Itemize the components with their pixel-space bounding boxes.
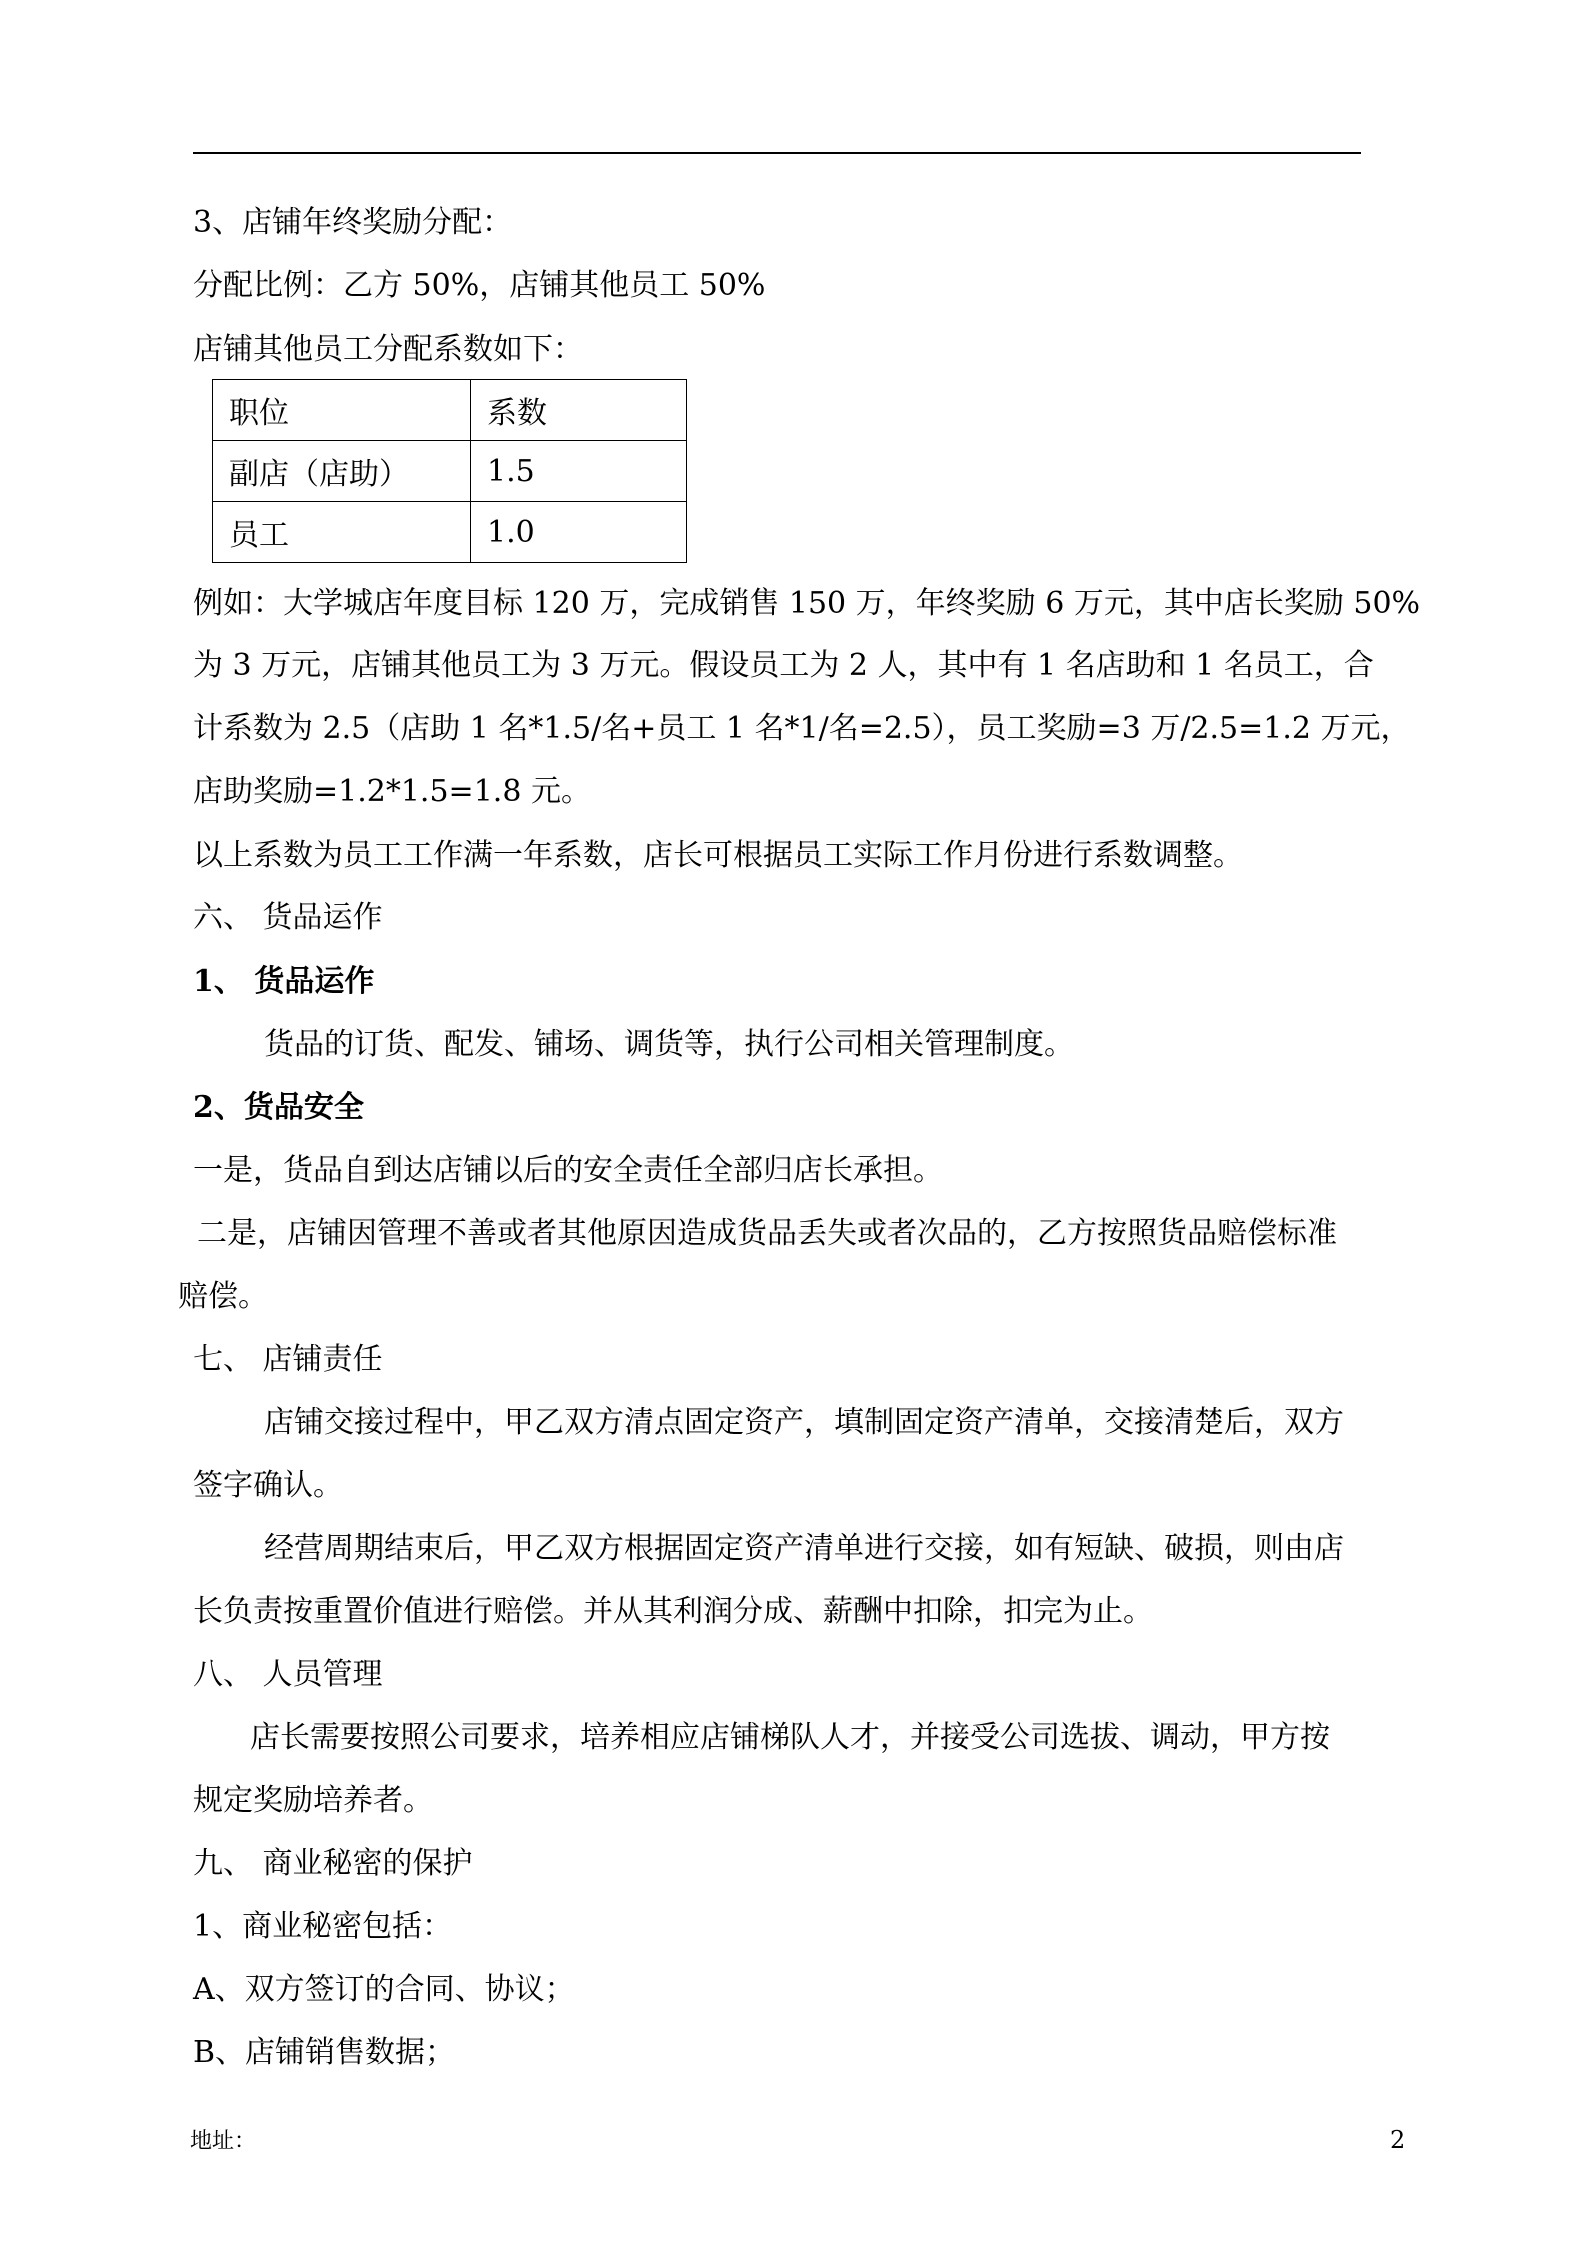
period-end-paragraph: 长负责按重置价值进行赔偿。并从其利润分成、薪酬中扣除，扣完为止。 [193, 1594, 1153, 1629]
example-paragraph-line: 例如：大学城店年度目标 120 万，完成销售 150 万，年终奖励 6 万元，其中店长奖励 50% [193, 586, 1421, 621]
period-end-paragraph: 经营周期结束后，甲乙双方根据固定资产清单进行交接，如有短缺、破损，则由店 [264, 1531, 1344, 1566]
subheading-goods-operation: 1、 货品运作 [193, 964, 375, 999]
trade-secret-item: A、双方签订的合同、协议； [193, 1972, 575, 2007]
table-row [213, 441, 687, 502]
table-row [213, 502, 687, 563]
subheading-goods-safety: 2、货品安全 [193, 1090, 364, 1125]
goods-safety-item-one: 一是，货品自到达店铺以后的安全责任全部归店长承担。 [193, 1153, 943, 1188]
goods-operation-paragraph: 货品的订货、配发、铺场、调货等，执行公司相关管理制度。 [264, 1027, 1074, 1062]
section-heading-year-end-bonus: 3、店铺年终奖励分配： [193, 205, 513, 240]
table-header-row [213, 380, 687, 441]
coefficient-note: 以上系数为员工工作满一年系数，店长可根据员工实际工作月份进行系数调整。 [193, 838, 1243, 873]
table-cell: 1.0 [471, 502, 687, 563]
coefficient-intro: 店铺其他员工分配系数如下： [193, 332, 583, 367]
coefficient-table [212, 379, 687, 563]
page-number: 2 [1390, 2126, 1406, 2154]
table-header-cell: 系数 [471, 380, 687, 441]
example-paragraph-line: 店助奖励=1.2*1.5=1.8 元。 [193, 774, 591, 809]
example-paragraph-line: 计系数为 2.5（店助 1 名*1.5/名+员工 1 名*1/名=2.5），员工奖励=3 万/2.5=1.2 万元， [193, 711, 1411, 746]
trade-secret-item: B、店铺销售数据； [193, 2035, 456, 2070]
table-header-cell: 职位 [213, 380, 471, 441]
trade-secrets-intro: 1、商业秘密包括： [193, 1909, 453, 1944]
header-rule [193, 152, 1361, 154]
store-handover-paragraph: 店铺交接过程中，甲乙双方清点固定资产，填制固定资产清单，交接清楚后，双方 [264, 1405, 1344, 1440]
footer-address-label: 地址： [190, 2129, 257, 2154]
section-heading-trade-secrets: 九、 商业秘密的保护 [193, 1846, 473, 1881]
table-cell: 副店（店助） [213, 441, 471, 502]
table-cell: 1.5 [471, 441, 687, 502]
table-cell: 员工 [213, 502, 471, 563]
personnel-paragraph: 店长需要按照公司要求，培养相应店铺梯队人才，并接受公司选拔、调动，甲方按 [250, 1720, 1330, 1755]
distribution-ratio: 分配比例：乙方 50%，店铺其他员工 50% [193, 268, 766, 303]
store-handover-paragraph: 签字确认。 [193, 1468, 343, 1503]
section-heading-personnel: 八、 人员管理 [193, 1657, 383, 1692]
goods-safety-item-two: 赔偿。 [178, 1279, 268, 1314]
personnel-paragraph: 规定奖励培养者。 [193, 1783, 433, 1818]
example-paragraph-line: 为 3 万元，店铺其他员工为 3 万元。假设员工为 2 人，其中有 1 名店助和 1 名员工，合 [193, 648, 1374, 683]
section-heading-goods-operation: 六、 货品运作 [193, 900, 383, 935]
goods-safety-item-two: 二是，店铺因管理不善或者其他原因造成货品丢失或者次品的，乙方按照货品赔偿标准 [197, 1216, 1337, 1251]
section-heading-store-responsibility: 七、 店铺责任 [193, 1342, 383, 1377]
